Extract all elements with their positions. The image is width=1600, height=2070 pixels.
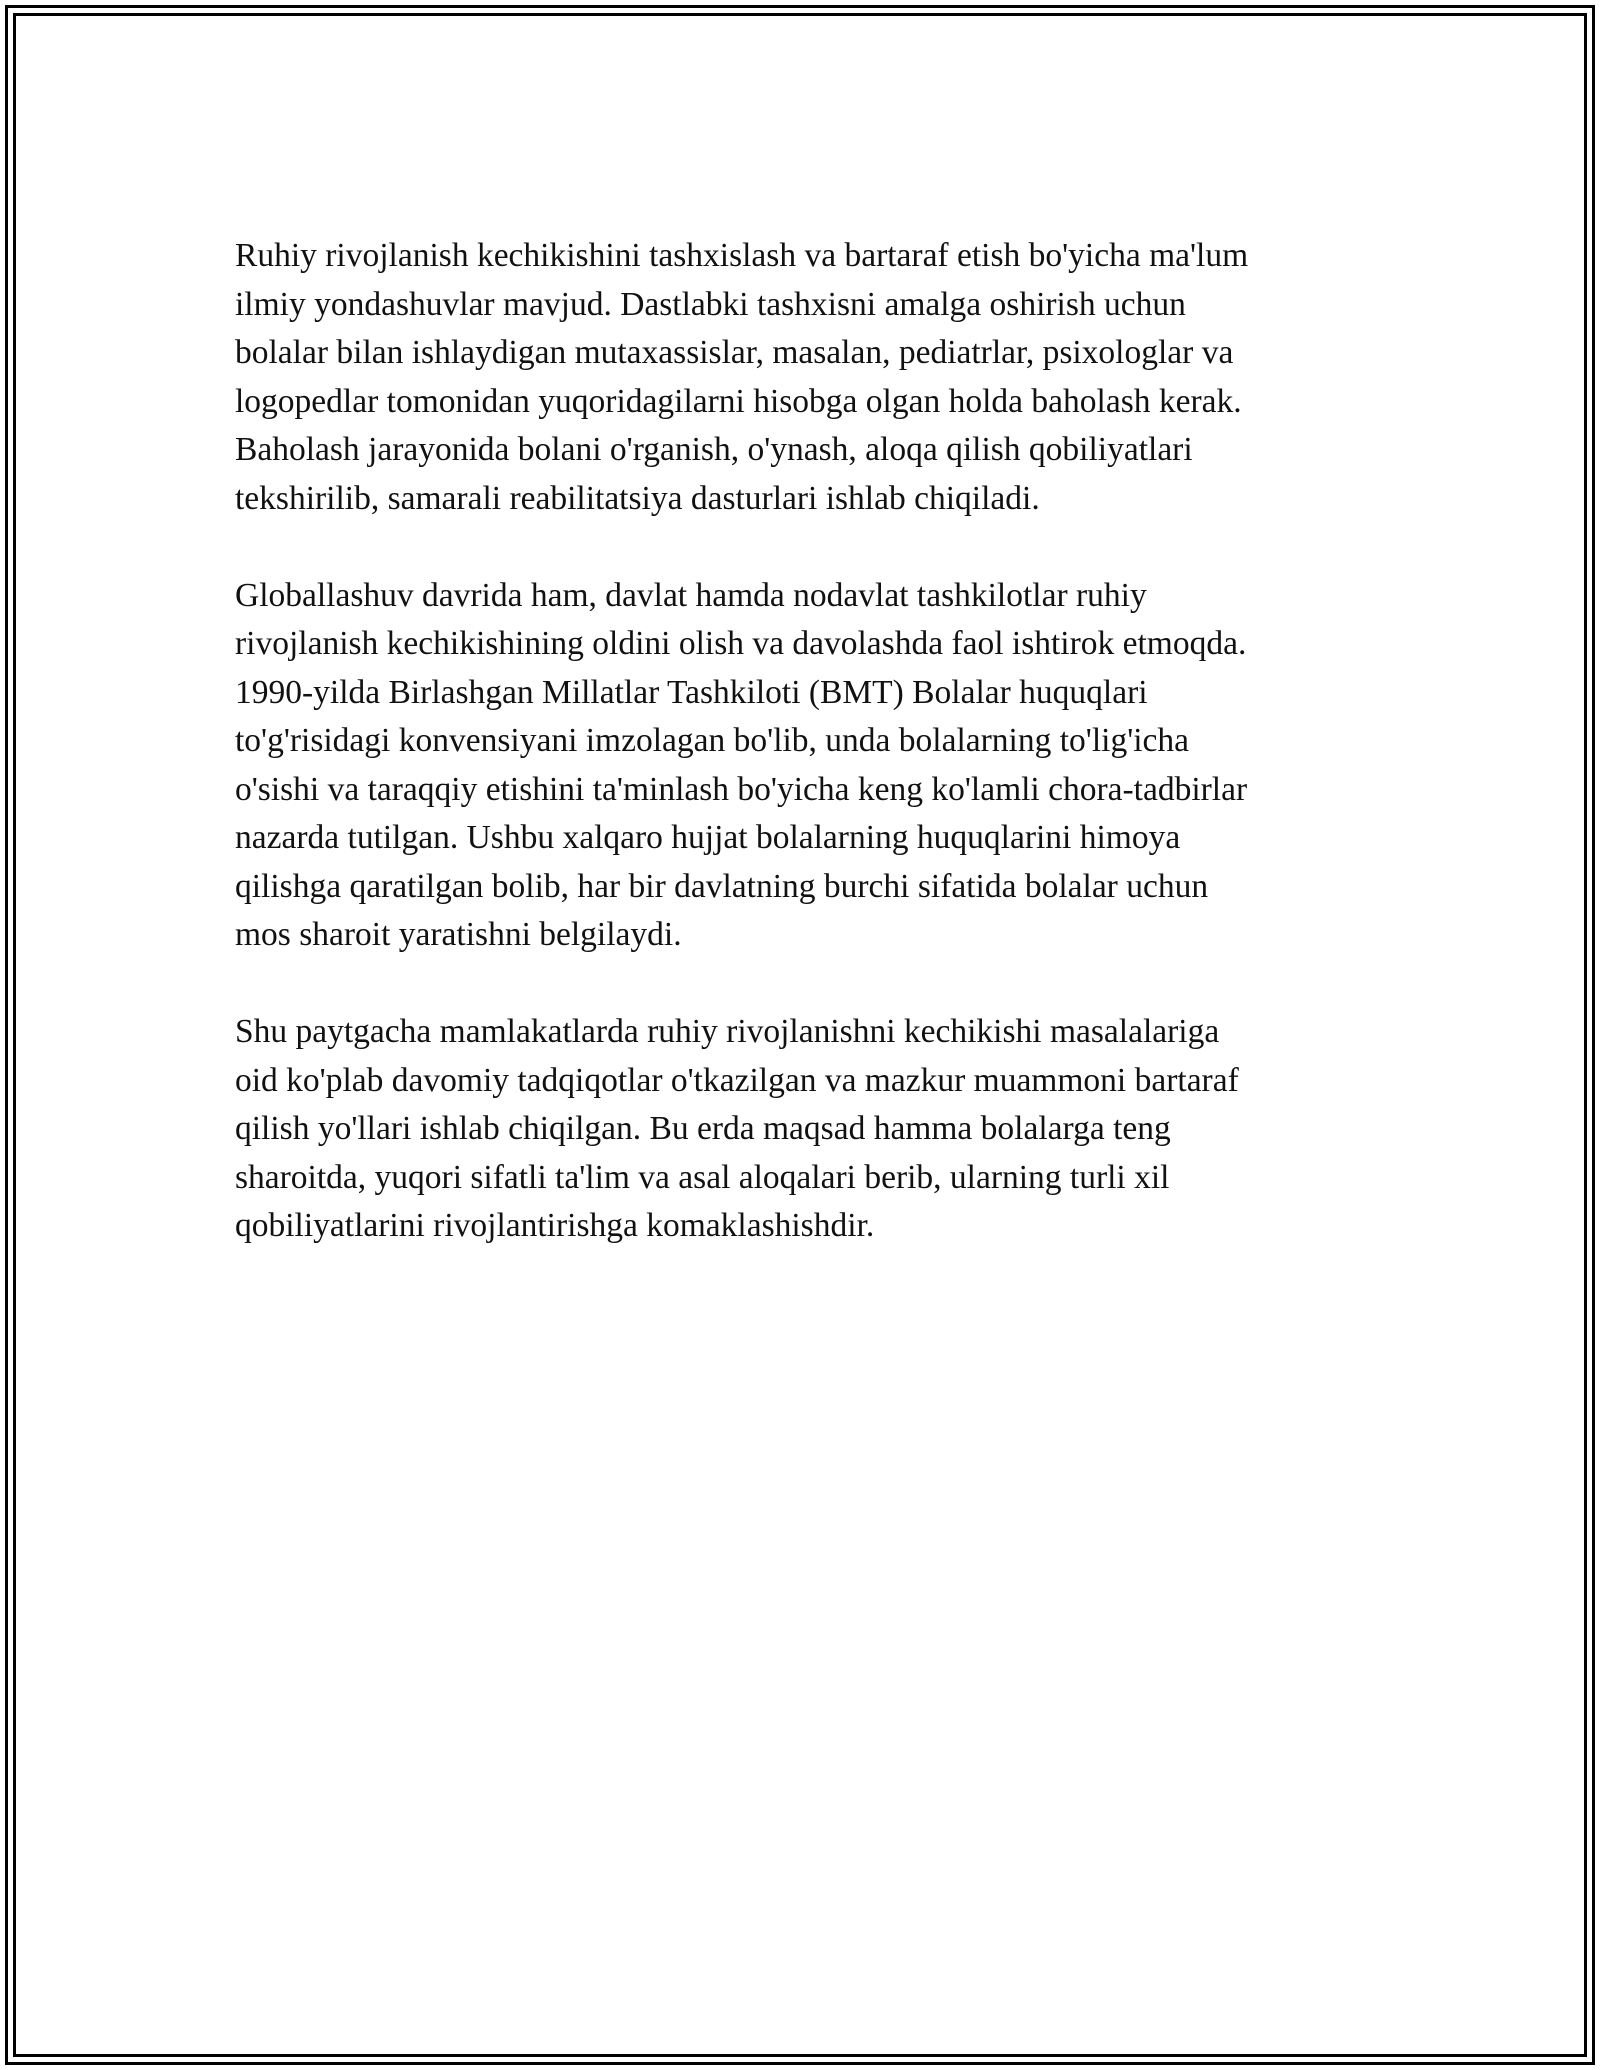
paragraph-2: Globallashuv davrida ham, davlat hamda nodavlat tashkilotlar ruhiy rivojlanish kechikishining oldini olish va davolashda faol ishtirok etmoqda. 1990-yilda Birlashgan Millatlar Tashkiloti (BMT) Bolalar huquqlari to'g'risidagi konvensiyani imzolagan bo'lib, unda bolalarning to'lig'icha o'sishi va taraqqiy etishini ta'minlash bo'yicha keng ko'lamli chora-tadbirlar nazarda tutilgan. Ushbu xalqaro hujjat bolalarning huquqlarini himoya qilishga qaratilgan bolib, har bir davlatning burchi sifatida bolalar uchun mos sharoit yaratishni belgilaydi. xyxy=(235,576,1248,953)
document-body xyxy=(235,232,1395,1299)
paragraph-1: Ruhiy rivojlanish kechikishini tashxislash va bartaraf etish bo'yicha ma'lum ilmiy yondashuvlar mavjud. Dastlabki tashxisni amalga oshirish uchun bolalar bilan ishlaydigan mutaxassislar, masalan, pediatrlar, psixologlar va logopedlar tomonidan yuqoridagilarni hisobga olgan holda baholash kerak. Baholash jarayonida bolani o'rganish, o'ynash, aloqa qilish qobiliyatlari tekshirilib, samarali reabilitatsiya dasturlari ishlab chiqiladi. xyxy=(235,237,1249,517)
paragraph-3: Shu paytgacha mamlakatlarda ruhiy rivojlanishni kechikishi masalalariga oid ko'plab davomiy tadqiqotlar o'tkazilgan va mazkur muammoni bartaraf qilish yo'llari ishlab chiqilgan. Bu erda maqsad hamma bolalarga teng sharoitda, yuqori sifatli ta'lim va asal aloqalari berib, ularning turli xil qobiliyatlarini rivojlantirishga komaklashishdir. xyxy=(235,1013,1239,1244)
